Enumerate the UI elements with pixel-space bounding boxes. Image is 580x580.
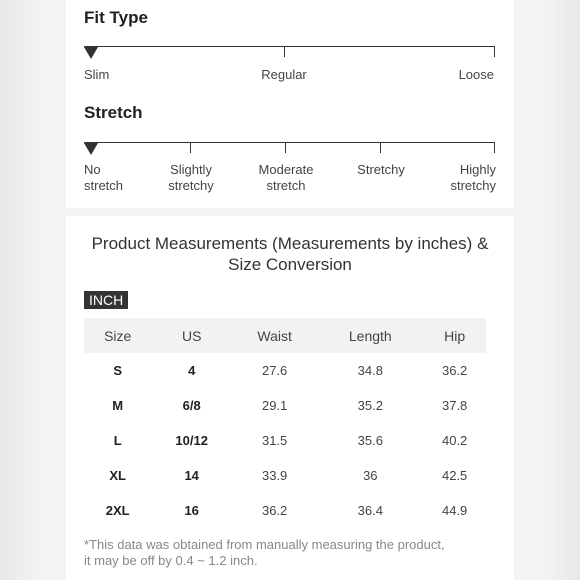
cell-size: M [112,398,124,413]
fit-type-label-slim: Slim [84,67,110,82]
cell-us: 14 [184,468,199,483]
cell-length: 36.4 [357,503,383,518]
stretch-tick-highly [494,142,495,153]
cell-length: 36 [363,468,378,483]
cell-hip: 44.9 [441,503,468,518]
stretch-title: Stretch [84,103,143,122]
cell-us: 4 [188,363,196,378]
fit-type-tick-regular [284,46,285,57]
size-table [84,318,486,528]
size-attributes-card [66,0,514,208]
fit-type-tick-loose [494,46,495,57]
column-header-us: US [151,318,232,353]
stretch-tick-moderate [285,142,286,153]
measurements-card [66,216,514,580]
cell-size: 2XL [105,503,130,518]
cell-hip: 40.2 [441,433,468,448]
fit-type-label-loose: Loose [458,67,494,82]
stretch-scale-line [84,142,494,143]
table-row [84,388,486,423]
cell-size: XL [109,468,127,483]
cell-length: 35.2 [357,398,383,413]
table-row [84,353,486,388]
cell-us: 16 [184,503,199,518]
column-header-length: Length [317,318,423,353]
fit-type-title: Fit Type [84,8,148,27]
column-header-hip: Hip [423,318,486,353]
stretch-label-highly: Highly stretchy [450,162,496,193]
cell-hip: 42.5 [441,468,468,483]
cell-hip: 37.8 [441,398,468,413]
cell-size: L [113,433,122,448]
cell-us: 10/12 [175,433,208,448]
unit-badge: INCH [84,291,128,309]
table-row [84,493,486,528]
stretch-tick-slightly [190,142,191,153]
measurements-title: Product Measurements (Measurements by inches) & Size Conversion [91,234,489,274]
column-header-size: Size [84,318,151,353]
cell-waist: 31.5 [261,433,288,448]
cell-length: 34.8 [357,363,383,378]
fit-type-pointer-icon [84,47,98,59]
cell-size: S [113,363,123,378]
stretch-label-stretchy: Stretchy [357,162,405,177]
stretch-tick-stretchy [380,142,381,153]
cell-hip: 36.2 [441,363,468,378]
stretch-pointer-icon [84,143,98,155]
fit-type-label-regular: Regular [261,67,307,82]
stretch-label-slightly: Slightly stretchy [168,162,214,193]
cell-us: 6/8 [182,398,201,413]
cell-length: 35.6 [357,433,383,448]
table-header-row [84,318,486,353]
stretch-label-moderate: Moderate stretch [258,162,314,193]
table-row [84,423,486,458]
fit-type-scale-line [84,46,494,47]
stretch-label-no: No stretch [84,162,124,193]
measurement-disclaimer: *This data was obtained from manually measuring the product, it may be off by 0.4 ~ 1.2 inch. [84,537,445,568]
cell-waist: 29.1 [261,398,288,413]
table-row [84,458,486,493]
cell-waist: 33.9 [261,468,288,483]
cell-waist: 27.6 [261,363,288,378]
cell-waist: 36.2 [261,503,288,518]
column-header-waist: Waist [232,318,317,353]
